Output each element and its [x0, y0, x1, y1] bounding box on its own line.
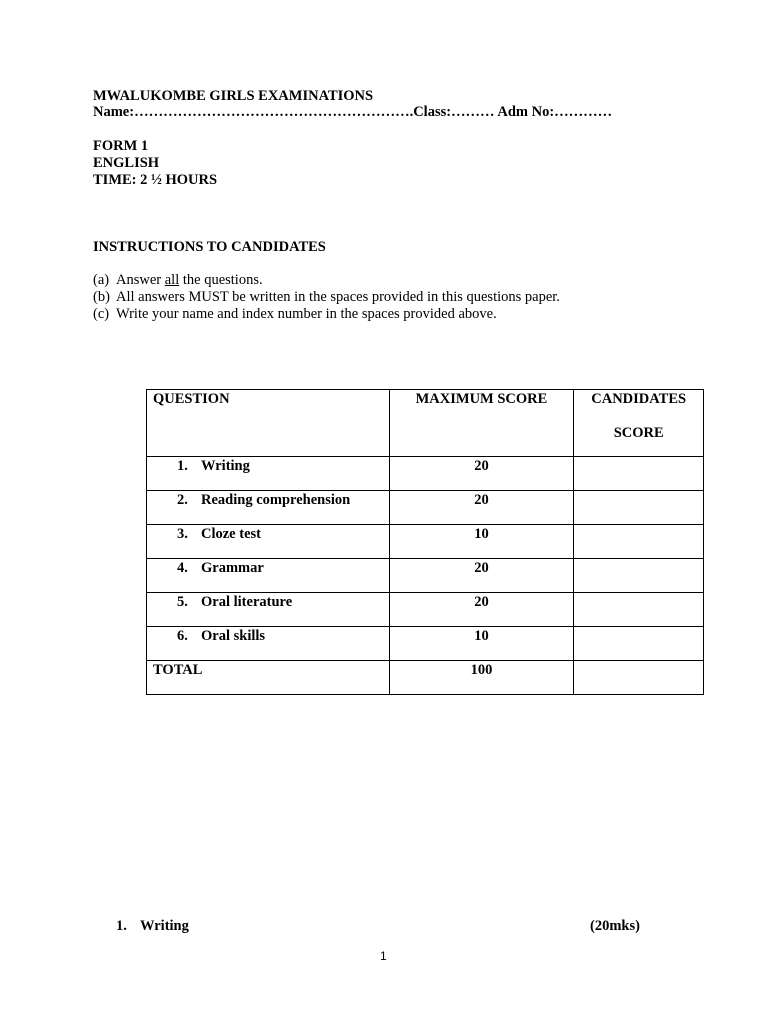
name-class-adm-line: Name:………………………………………………….Class:……… Adm No:………… [93, 104, 613, 120]
question-number: 5. [177, 594, 188, 610]
instruction-item-c [93, 306, 497, 323]
question-name: Cloze test [201, 526, 261, 542]
question-cell [147, 559, 390, 593]
table-row [147, 457, 704, 491]
question-cell [147, 627, 390, 661]
instruction-text-post: the questions. [179, 272, 263, 288]
section-title: Writing [140, 918, 189, 934]
table-total-row [147, 661, 704, 695]
header-question: QUESTION [153, 391, 230, 407]
table-row [147, 491, 704, 525]
form-label: FORM 1 [93, 138, 149, 154]
max-score-cell [389, 627, 574, 661]
time-label: TIME: 2 ½ HOURS [93, 172, 218, 188]
table-row [147, 627, 704, 661]
question-name: Grammar [201, 560, 264, 576]
question-name: Oral literature [201, 594, 293, 610]
max-score: 10 [474, 628, 489, 644]
header-candidates-score-cell [574, 390, 704, 457]
instruction-label: (b) [93, 289, 110, 305]
total-label: TOTAL [153, 662, 203, 678]
candidate-score-cell[interactable] [574, 593, 704, 627]
instruction-text: All answers MUST be written in the spaces provided in this questions paper. [116, 289, 560, 305]
header-max-score-cell [389, 390, 574, 457]
max-score-cell [389, 457, 574, 491]
score-table [146, 389, 704, 695]
max-score: 20 [474, 560, 489, 576]
section-number: 1. [116, 918, 127, 934]
total-candidate-cell[interactable] [574, 661, 704, 695]
candidate-score-cell[interactable] [574, 627, 704, 661]
instruction-label: (a) [93, 272, 110, 288]
question-number: 4. [177, 560, 188, 576]
instruction-label: (c) [93, 306, 110, 322]
candidate-score-cell[interactable] [574, 525, 704, 559]
header-candidates: CANDIDATES [591, 391, 687, 407]
candidate-score-cell[interactable] [574, 457, 704, 491]
max-score-cell [389, 491, 574, 525]
section-marks: (20mks) [590, 918, 640, 934]
table-header-row [147, 390, 704, 457]
max-score-cell [389, 593, 574, 627]
instruction-text-pre: Answer [116, 272, 165, 288]
max-score-cell [389, 559, 574, 593]
table-row [147, 559, 704, 593]
table-row [147, 525, 704, 559]
question-name: Writing [201, 458, 250, 474]
question-number: 2. [177, 492, 188, 508]
subject-label: ENGLISH [93, 155, 160, 171]
question-cell [147, 457, 390, 491]
school-name: MWALUKOMBE GIRLS EXAMINATIONS [93, 88, 374, 104]
max-score: 20 [474, 458, 489, 474]
question-cell [147, 525, 390, 559]
max-score: 20 [474, 492, 489, 508]
max-score: 10 [474, 526, 489, 542]
question-number: 6. [177, 628, 188, 644]
total-label-cell [147, 661, 390, 695]
question-cell [147, 491, 390, 525]
instruction-item-b [93, 289, 560, 306]
total-max-cell [389, 661, 574, 695]
instruction-text: Write your name and index number in the spaces provided above. [116, 306, 497, 322]
max-score-cell [389, 525, 574, 559]
instructions-title: INSTRUCTIONS TO CANDIDATES [93, 239, 326, 255]
header-question-cell [147, 390, 390, 457]
instruction-emphasis: all [164, 272, 180, 288]
question-number: 3. [177, 526, 188, 542]
page-number: 1 [380, 949, 387, 963]
question-cell [147, 593, 390, 627]
candidate-score-cell[interactable] [574, 491, 704, 525]
question-number: 1. [177, 458, 188, 474]
instruction-item-a [93, 272, 263, 289]
question-name: Oral skills [201, 628, 266, 644]
max-score: 20 [474, 594, 489, 610]
header-score: SCORE [613, 425, 664, 441]
total-max-score: 100 [470, 662, 493, 678]
header-max-score: MAXIMUM SCORE [415, 391, 548, 407]
table-row [147, 593, 704, 627]
candidate-score-cell[interactable] [574, 559, 704, 593]
question-name: Reading comprehension [201, 492, 351, 508]
section-heading [116, 918, 189, 935]
